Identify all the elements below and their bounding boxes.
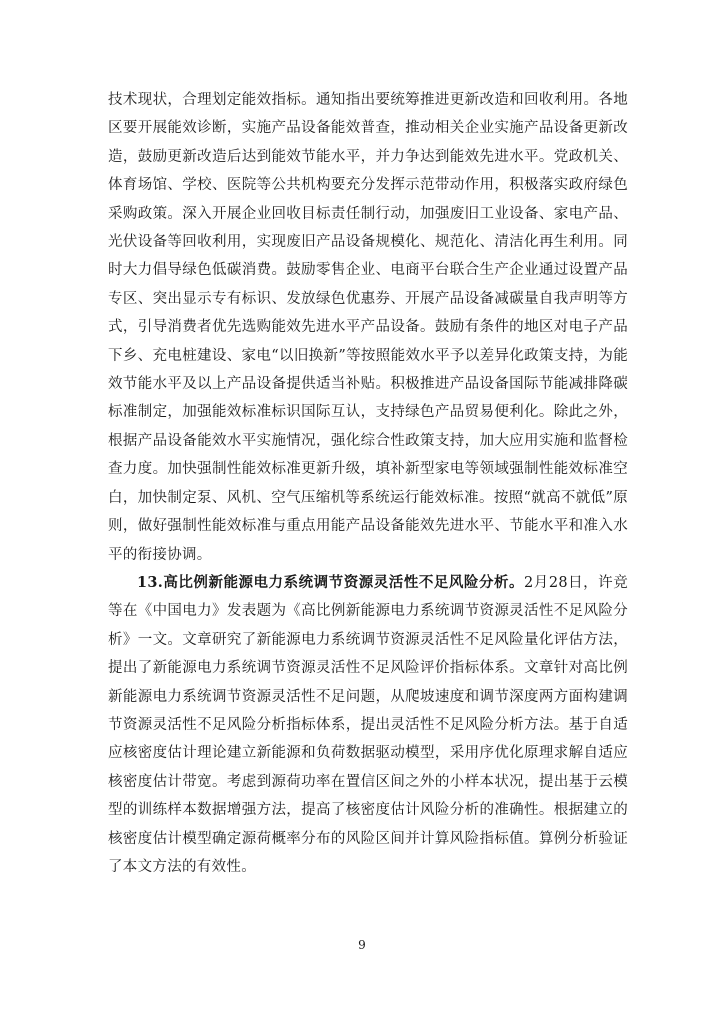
continued-paragraph: 技术现状，合理划定能效指标。通知指出要统筹推进更新改造和回收利用。各地区要开展能效诊断，实施产品设备能效普查，推动相关企业实施产品设备更新改造，鼓励更新改造后达到能效节能水平，并力争达到能效先进水平。党政机关、体育场馆、学校、医院等公共机构要充分发挥示范带动作用，积极落实政府绿色采购政策。深入开展企业回收目标责任制行动，加强废旧工业设备、家电产品、光伏设备等回收利用，实现废旧产品设备规模化、规范化、清洁化再生利用。同时大力倡导绿色低碳消费。鼓励零售企业、电商平台联合生产企业通过设置产品专区、突出显示专有标识、发放绿色优惠券、开展产品设备减碳量自我声明等方式，引导消费者优先选购能效先进水平产品设备。鼓励有条件的地区对电子产品下乡、充电桩建设、家电“以旧换新”等按照能效水平予以差异化政策支持，为能效节能水平及以上产品设备提供适当补贴。积极推进产品设备国际节能减排降碳标准制定，加强能效标准标识国际互认，支持绿色产品贸易便利化。除此之外，根据产品设备能效水平实施情况，强化综合性政策支持，加大应用实施和监督检查力度。加快强制性能效标准更新升级，填补新型家电等领域强制性能效标准空白，加快制定泵、风机、空气压缩机等系统运行能效标准。按照“就高不就低”原则，做好强制性能效标准与重点用能产品设备能效先进水平、节能水平和准入水平的衔接协调。 — [108, 92, 628, 563]
body-text — [108, 86, 628, 881]
section-text: 2月28日，许竞等在《中国电力》发表题为《高比例新能源电力系统调节资源灵活性不足风险分析》一文。文章研究了新能源电力系统调节资源灵活性不足风险量化评估方法，提出了新能源电力系统调节资源灵活性不足风险评价指标体系。文章针对高比例新能源电力系统调节资源灵活性不足问题，从爬坡速度和调节深度两方面构建调节资源灵活性不足风险分析指标体系，提出灵活性不足风险分析方法。基于自适应核密度估计理论建立新能源和负荷数据驱动模型，采用序优化原理求解自适应核密度估计带宽。考虑到源荷功率在置信区间之外的小样本状况，提出基于云模型的训练样本数据增强方法，提高了核密度估计风险分析的准确性。根据建立的核密度估计模型确定源荷概率分布的风险区间并计算风险指标值。算例分析验证了本文方法的有效性。 — [108, 574, 628, 875]
section-paragraph — [108, 569, 628, 881]
page-number: 9 — [358, 938, 366, 952]
section-title: 13.高比例新能源电力系统调节资源灵活性不足风险分析。 — [137, 573, 525, 591]
